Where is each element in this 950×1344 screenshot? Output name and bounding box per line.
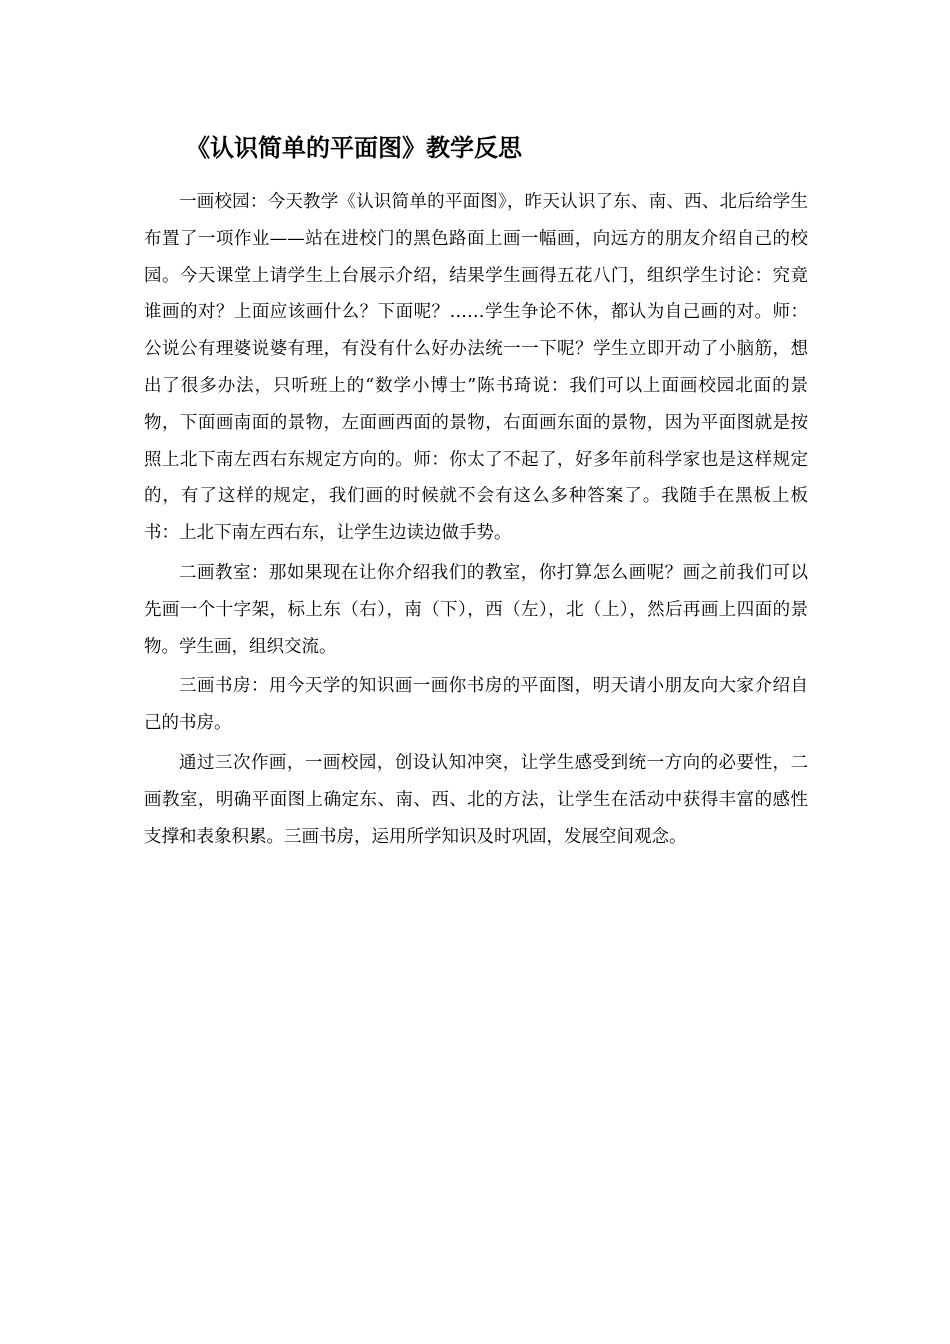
paragraph-summary: 通过三次作画，一画校园，创设认知冲突，让学生感受到统一方向的必要性，二画教室，明确平面图上确定东、南、西、北的方法，让学生在活动中获得丰富的感性支撑和表象积累。三画书房，运用所学知识及时巩固，发展空间观念。	[144, 752, 808, 847]
document-body	[144, 184, 808, 858]
document-title: 《认识简单的平面图》教学反思	[186, 134, 522, 162]
paragraph-campus: 一画校园：今天教学《认识简单的平面图》，昨天认识了东、南、西、北后给学生布置了一项作业——站在进校门的黑色路面上画一幅画，向远方的朋友介绍自己的校园。今天课堂上请学生上台展示介绍，结果学生画得五花八门，组织学生讨论：究竟谁画的对？上面应该画什么？下面呢？……学生争论不休，都认为自己画的对。师：公说公有理婆说婆有理，有没有什么好办法统一一下呢？学生立即开动了小脑筋，想出了很多办法，只听班上的“数学小博士”陈书琦说：我们可以上面画校园北面的景物，下面画南面的景物，左面画西面的景物，右面画东面的景物，因为平面图就是按照上北下南左西右东规定方向的。师：你太了不起了，好多年前科学家也是这样规定的，有了这样的规定，我们画的时候就不会有这么多种答案了。我随手在黑板上板书：上北下南左西右东，让学生边读边做手势。	[144, 192, 808, 544]
paragraph-classroom: 二画教室：那如果现在让你介绍我们的教室，你打算怎么画呢？画之前我们可以先画一个十字架，标上东（右），南（下），西（左），北（上），然后再画上四面的景物。学生画，组织交流。	[144, 562, 808, 657]
paragraph-study-room: 三画书房：用今天学的知识画一画你书房的平面图，明天请小朋友向大家介绍自己的书房。	[144, 676, 808, 734]
